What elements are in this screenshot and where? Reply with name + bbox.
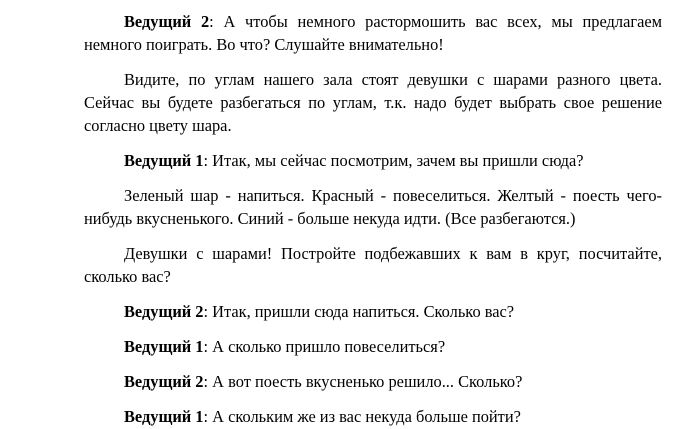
paragraph-text: : Итак, мы сейчас посмотрим, зачем вы пришли сюда? — [203, 151, 584, 170]
paragraph-text: : А скольким же из вас некуда больше пойти? — [203, 407, 521, 426]
paragraph-text: : А чтобы немного растормошить вас всех, мы предлагаем немного поиграть. Во что? Слушайте внимательно! — [84, 12, 662, 54]
paragraph — [84, 242, 662, 288]
speaker-label: Ведущий 1 — [124, 407, 204, 426]
paragraph — [84, 10, 662, 56]
speaker-label: Ведущий 2 — [124, 302, 204, 321]
speaker-label: Ведущий 1 — [124, 337, 204, 356]
speaker-label: Ведущий 2 — [124, 12, 210, 31]
paragraph — [84, 149, 662, 172]
paragraph — [84, 405, 662, 428]
speaker-label: Ведущий 2 — [124, 372, 204, 391]
paragraph-text: : Итак, пришли сюда напиться. Сколько вас? — [203, 302, 515, 321]
document-page — [84, 0, 662, 428]
paragraph — [84, 300, 662, 323]
paragraph-text: : А вот поесть вкусненько решило... Сколько? — [203, 372, 523, 391]
speaker-label: Ведущий 1 — [124, 151, 204, 170]
paragraph — [84, 335, 662, 358]
paragraph-text: Зеленый шар - напиться. Красный - повеселиться. Желтый - поесть чего-нибудь вкусненького. Синий - больше некуда идти. (Все разбегаются.) — [84, 186, 662, 228]
paragraph — [84, 184, 662, 230]
paragraph — [84, 68, 662, 137]
paragraph-text: : А сколько пришло повеселиться? — [203, 337, 446, 356]
paragraph-text: Девушки с шарами! Постройте подбежавших к вам в круг, посчитайте, сколько вас? — [84, 244, 662, 286]
paragraph-text: Видите, по углам нашего зала стоят девушки с шарами разного цвета. Сейчас вы будете разбегаться по углам, т.к. надо будет выбрать свое решение согласно цвету шара. — [84, 70, 662, 135]
paragraph — [84, 370, 662, 393]
